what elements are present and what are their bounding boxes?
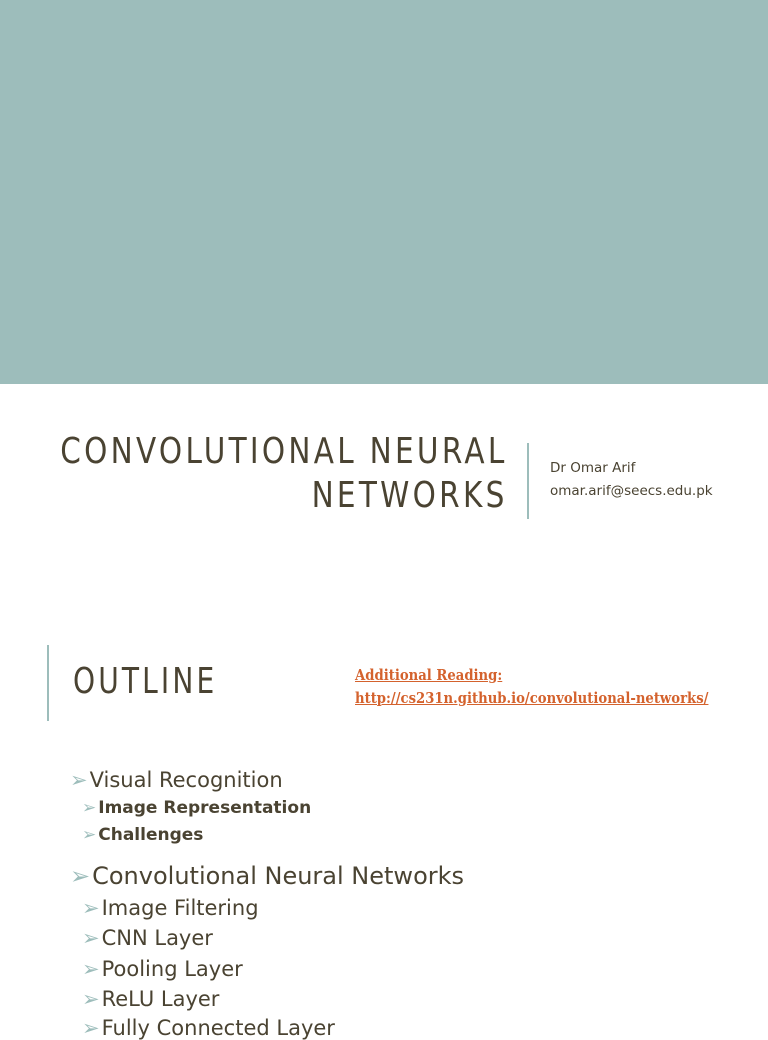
- list-item: ➢Pooling Layer: [82, 957, 243, 981]
- title-divider: [527, 443, 529, 519]
- outline-title: OUTLINE: [73, 661, 218, 702]
- list-item: ➢Image Filtering: [82, 896, 259, 920]
- slide-title-line-2: NETWORKS: [311, 475, 508, 516]
- arrow-bullet-icon: ➢: [82, 957, 100, 981]
- arrow-bullet-icon: ➢: [70, 768, 88, 792]
- outline-divider: [47, 645, 49, 721]
- list-item: ➢ Image Representation: [82, 798, 312, 818]
- author-name: Dr Omar Arif: [550, 460, 636, 476]
- arrow-bullet-icon: ➢: [82, 926, 100, 950]
- additional-reading: [355, 664, 708, 710]
- list-item: ➢CNN Layer: [82, 926, 213, 950]
- list-item: ➢ReLU Layer: [82, 987, 220, 1011]
- author-block: [550, 457, 713, 503]
- slide-title: [61, 430, 508, 518]
- arrow-bullet-icon: ➢: [82, 1016, 100, 1040]
- reading-link[interactable]: http://cs231n.github.io/convolutional-networks/: [355, 689, 709, 707]
- arrow-bullet-icon: ➢: [82, 987, 100, 1011]
- list-item: ➢Visual Recognition: [70, 768, 283, 792]
- arrow-bullet-icon: ➢: [82, 798, 97, 818]
- list-item: ➢Convolutional Neural Networks: [70, 862, 465, 890]
- slide-title-line-1: CONVOLUTIONAL NEURAL: [60, 431, 508, 472]
- title-banner: [0, 0, 768, 384]
- arrow-bullet-icon: ➢: [70, 862, 91, 890]
- reading-label: Additional Reading:: [355, 666, 503, 684]
- author-email: omar.arif@seecs.edu.pk: [550, 483, 713, 499]
- list-item: ➢ Challenges: [82, 825, 204, 845]
- arrow-bullet-icon: ➢: [82, 825, 97, 845]
- list-item: ➢Fully Connected Layer: [82, 1016, 335, 1040]
- arrow-bullet-icon: ➢: [82, 896, 100, 920]
